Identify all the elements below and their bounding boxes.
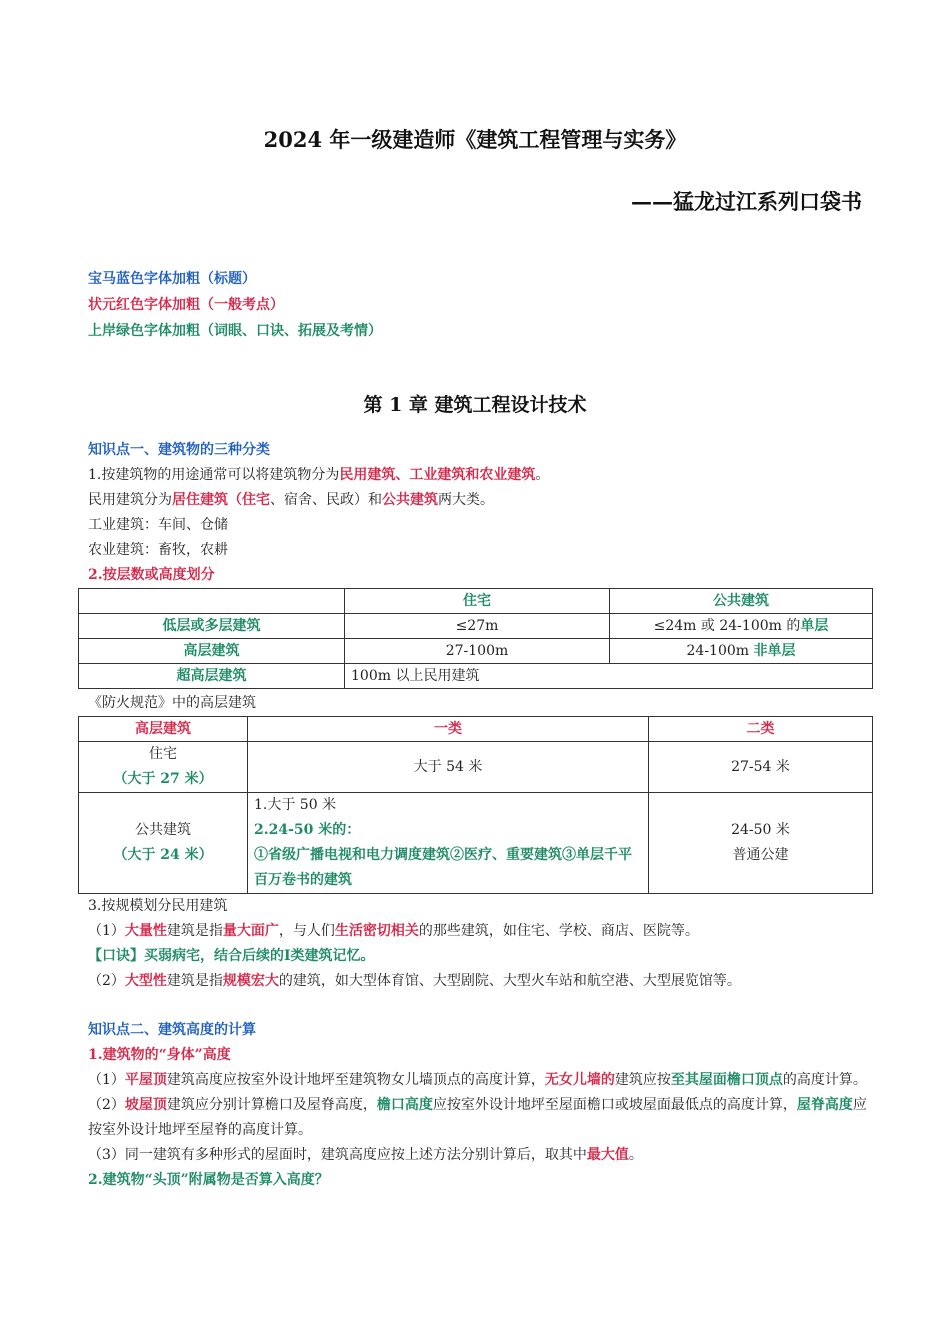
highlight-red: 大量性 [124, 923, 167, 939]
table-cell: 大于 54 米 [248, 742, 649, 793]
kp1-line5: 2.按层数或高度划分 [88, 567, 215, 583]
table-row [79, 664, 873, 689]
table-cell: 住宅 [345, 589, 610, 614]
scale-section [88, 894, 878, 994]
table-cell: 27-54 米 [649, 742, 873, 793]
fire-code-table [78, 716, 873, 894]
table-cell [649, 793, 873, 894]
text: ≤24m 或 24-100m 的 [653, 618, 801, 634]
text: 的高度计算。 [782, 1072, 867, 1088]
table-cell [248, 793, 649, 894]
text: 应按室外设计地坪至屋面檐口或坡屋面最低点的高度计算， [432, 1097, 797, 1113]
text: 的建筑，如大型体育馆、大型剧院、大型火车站和航空港、大型展览馆等。 [278, 973, 741, 989]
text: 1.大于 50 米 [254, 797, 337, 813]
kp1-line2 [88, 488, 878, 513]
scale-line1 [88, 919, 878, 944]
kp2-para2 [88, 1093, 878, 1143]
kp1-line3: 工业建筑：车间、仓储 [88, 517, 228, 533]
scale-mnemonic: 【口诀】买弱病宅，结合后续的Ⅰ类建筑记忆。 [88, 948, 375, 964]
kp1-section [88, 438, 878, 588]
table-cell: 公共建筑 [610, 589, 873, 614]
table-cell: 100m 以上民用建筑 [345, 664, 873, 689]
kp1-line4: 农业建筑：畜牧，农耕 [88, 542, 228, 558]
text: 两大类。 [438, 492, 494, 508]
table-row [79, 717, 873, 742]
highlight-red: 无女儿墙的 [544, 1072, 615, 1088]
highlight-red: 最大值 [586, 1147, 629, 1163]
legend-blue: 宝马蓝色字体加粗（标题） [88, 271, 256, 287]
text: 建筑高度应按室外设计地坪至建筑物女儿墙顶点的高度计算， [166, 1072, 545, 1088]
text: 应按室外设计地坪至屋脊的高度计算。 [88, 1097, 867, 1138]
text: 建筑应分别计算檐口及屋脊高度， [166, 1097, 377, 1113]
text: 建筑应按 [614, 1072, 671, 1088]
text: 公共建筑 [135, 822, 191, 838]
table-cell [79, 742, 248, 793]
table2-caption: 《防火规范》中的高层建筑 [88, 695, 256, 711]
highlight-red: 坡屋顶 [124, 1097, 167, 1113]
highlight-red: 大型性 [124, 973, 167, 989]
kp2-para1 [88, 1068, 878, 1093]
kp2-sub2: 2.建筑物“头顶”附属物是否算入高度？ [88, 1172, 329, 1188]
text: 的那些建筑，如住宅、学校、商店、医院等。 [418, 923, 699, 939]
kp2-section [88, 1018, 878, 1193]
table-row [79, 614, 873, 639]
table-cell: 27-100m [345, 639, 610, 664]
highlight-red: 量大面广 [222, 923, 279, 939]
text: 住宅 [149, 746, 177, 762]
text: （3）同一建筑有多种形式的屋面时，建筑高度应按上述方法分别计算后，取其中 [88, 1147, 587, 1163]
color-legend [88, 266, 382, 344]
text: 1.按建筑物的用途通常可以将建筑物分为 [88, 467, 340, 483]
text: 普通公建 [732, 847, 789, 863]
text: 、宿舍、民政）和 [270, 492, 382, 508]
kp2-heading: 知识点二、建筑高度的计算 [88, 1022, 256, 1038]
highlight-green: 2.24-50 米的： [254, 822, 361, 838]
highlight-red: 规模宏大 [222, 973, 279, 989]
table-cell: 超高层建筑 [79, 664, 345, 689]
highlight-red: 生活密切相关 [334, 923, 419, 939]
scale-line3 [88, 969, 878, 994]
text: 。 [535, 467, 550, 483]
text: （1） [88, 923, 125, 939]
kp1-heading: 知识点一、建筑物的三种分类 [88, 442, 270, 458]
highlight-green: 檐口高度 [376, 1097, 433, 1113]
highlight-green: ①省级广播电视和电力调度建筑②医疗、重要建筑③单层千平百万卷书的建筑 [254, 847, 632, 888]
highlight-green: （大于 27 米） [113, 771, 213, 787]
text: （2） [88, 1097, 125, 1113]
text: 民用建筑分为 [88, 492, 172, 508]
text: （1） [88, 1072, 125, 1088]
text: （2） [88, 973, 125, 989]
table-cell [79, 793, 248, 894]
kp2-para3 [88, 1143, 878, 1168]
legend-green: 上岸绿色字体加粗（词眼、口诀、拓展及考情） [88, 323, 382, 339]
highlight-red: 居住建筑（住宅 [172, 492, 270, 508]
chapter-heading: 第 1 章 建筑工程设计技术 [363, 394, 587, 416]
table-cell: 一类 [248, 717, 649, 742]
table-cell [79, 589, 345, 614]
highlight-red: 民用建筑、工业建筑和农业建筑 [339, 467, 536, 483]
kp1-line1 [88, 463, 878, 488]
highlight-green: 屋脊高度 [796, 1097, 853, 1113]
table-cell: 二类 [649, 717, 873, 742]
text: 建筑是指 [166, 973, 223, 989]
text: 24-100m [686, 643, 754, 659]
floor-height-table [78, 588, 873, 689]
scale-line0: 3.按规模划分民用建筑 [88, 898, 228, 914]
table-cell: 高层建筑 [79, 717, 248, 742]
table-cell: 高层建筑 [79, 639, 345, 664]
highlight-green: （大于 24 米） [113, 847, 213, 863]
text: ，与人们 [278, 923, 335, 939]
table-cell [610, 614, 873, 639]
table-cell [610, 639, 873, 664]
kp2-sub1: 1.建筑物的“身体”高度 [88, 1047, 231, 1063]
text: 。 [628, 1147, 643, 1163]
text: 24-50 米 [731, 822, 790, 838]
table-cell: 低层或多层建筑 [79, 614, 345, 639]
text: 建筑是指 [166, 923, 223, 939]
document-title: 2024 年一级建造师《建筑工程管理与实务》 [263, 127, 687, 152]
table-row [79, 639, 873, 664]
highlight-green: 至其屋面檐口顶点 [670, 1072, 783, 1088]
table-row [79, 589, 873, 614]
highlight-red: 公共建筑 [382, 492, 438, 508]
highlight-red: 平屋顶 [124, 1072, 167, 1088]
highlight-green: 非单层 [753, 643, 796, 659]
highlight-green: 单层 [800, 618, 829, 634]
table-cell: ≤27m [345, 614, 610, 639]
table-row [79, 742, 873, 793]
document-subtitle: ——猛龙过江系列口袋书 [631, 189, 862, 214]
legend-red: 状元红色字体加粗（一般考点） [88, 297, 284, 313]
table-row [79, 793, 873, 894]
